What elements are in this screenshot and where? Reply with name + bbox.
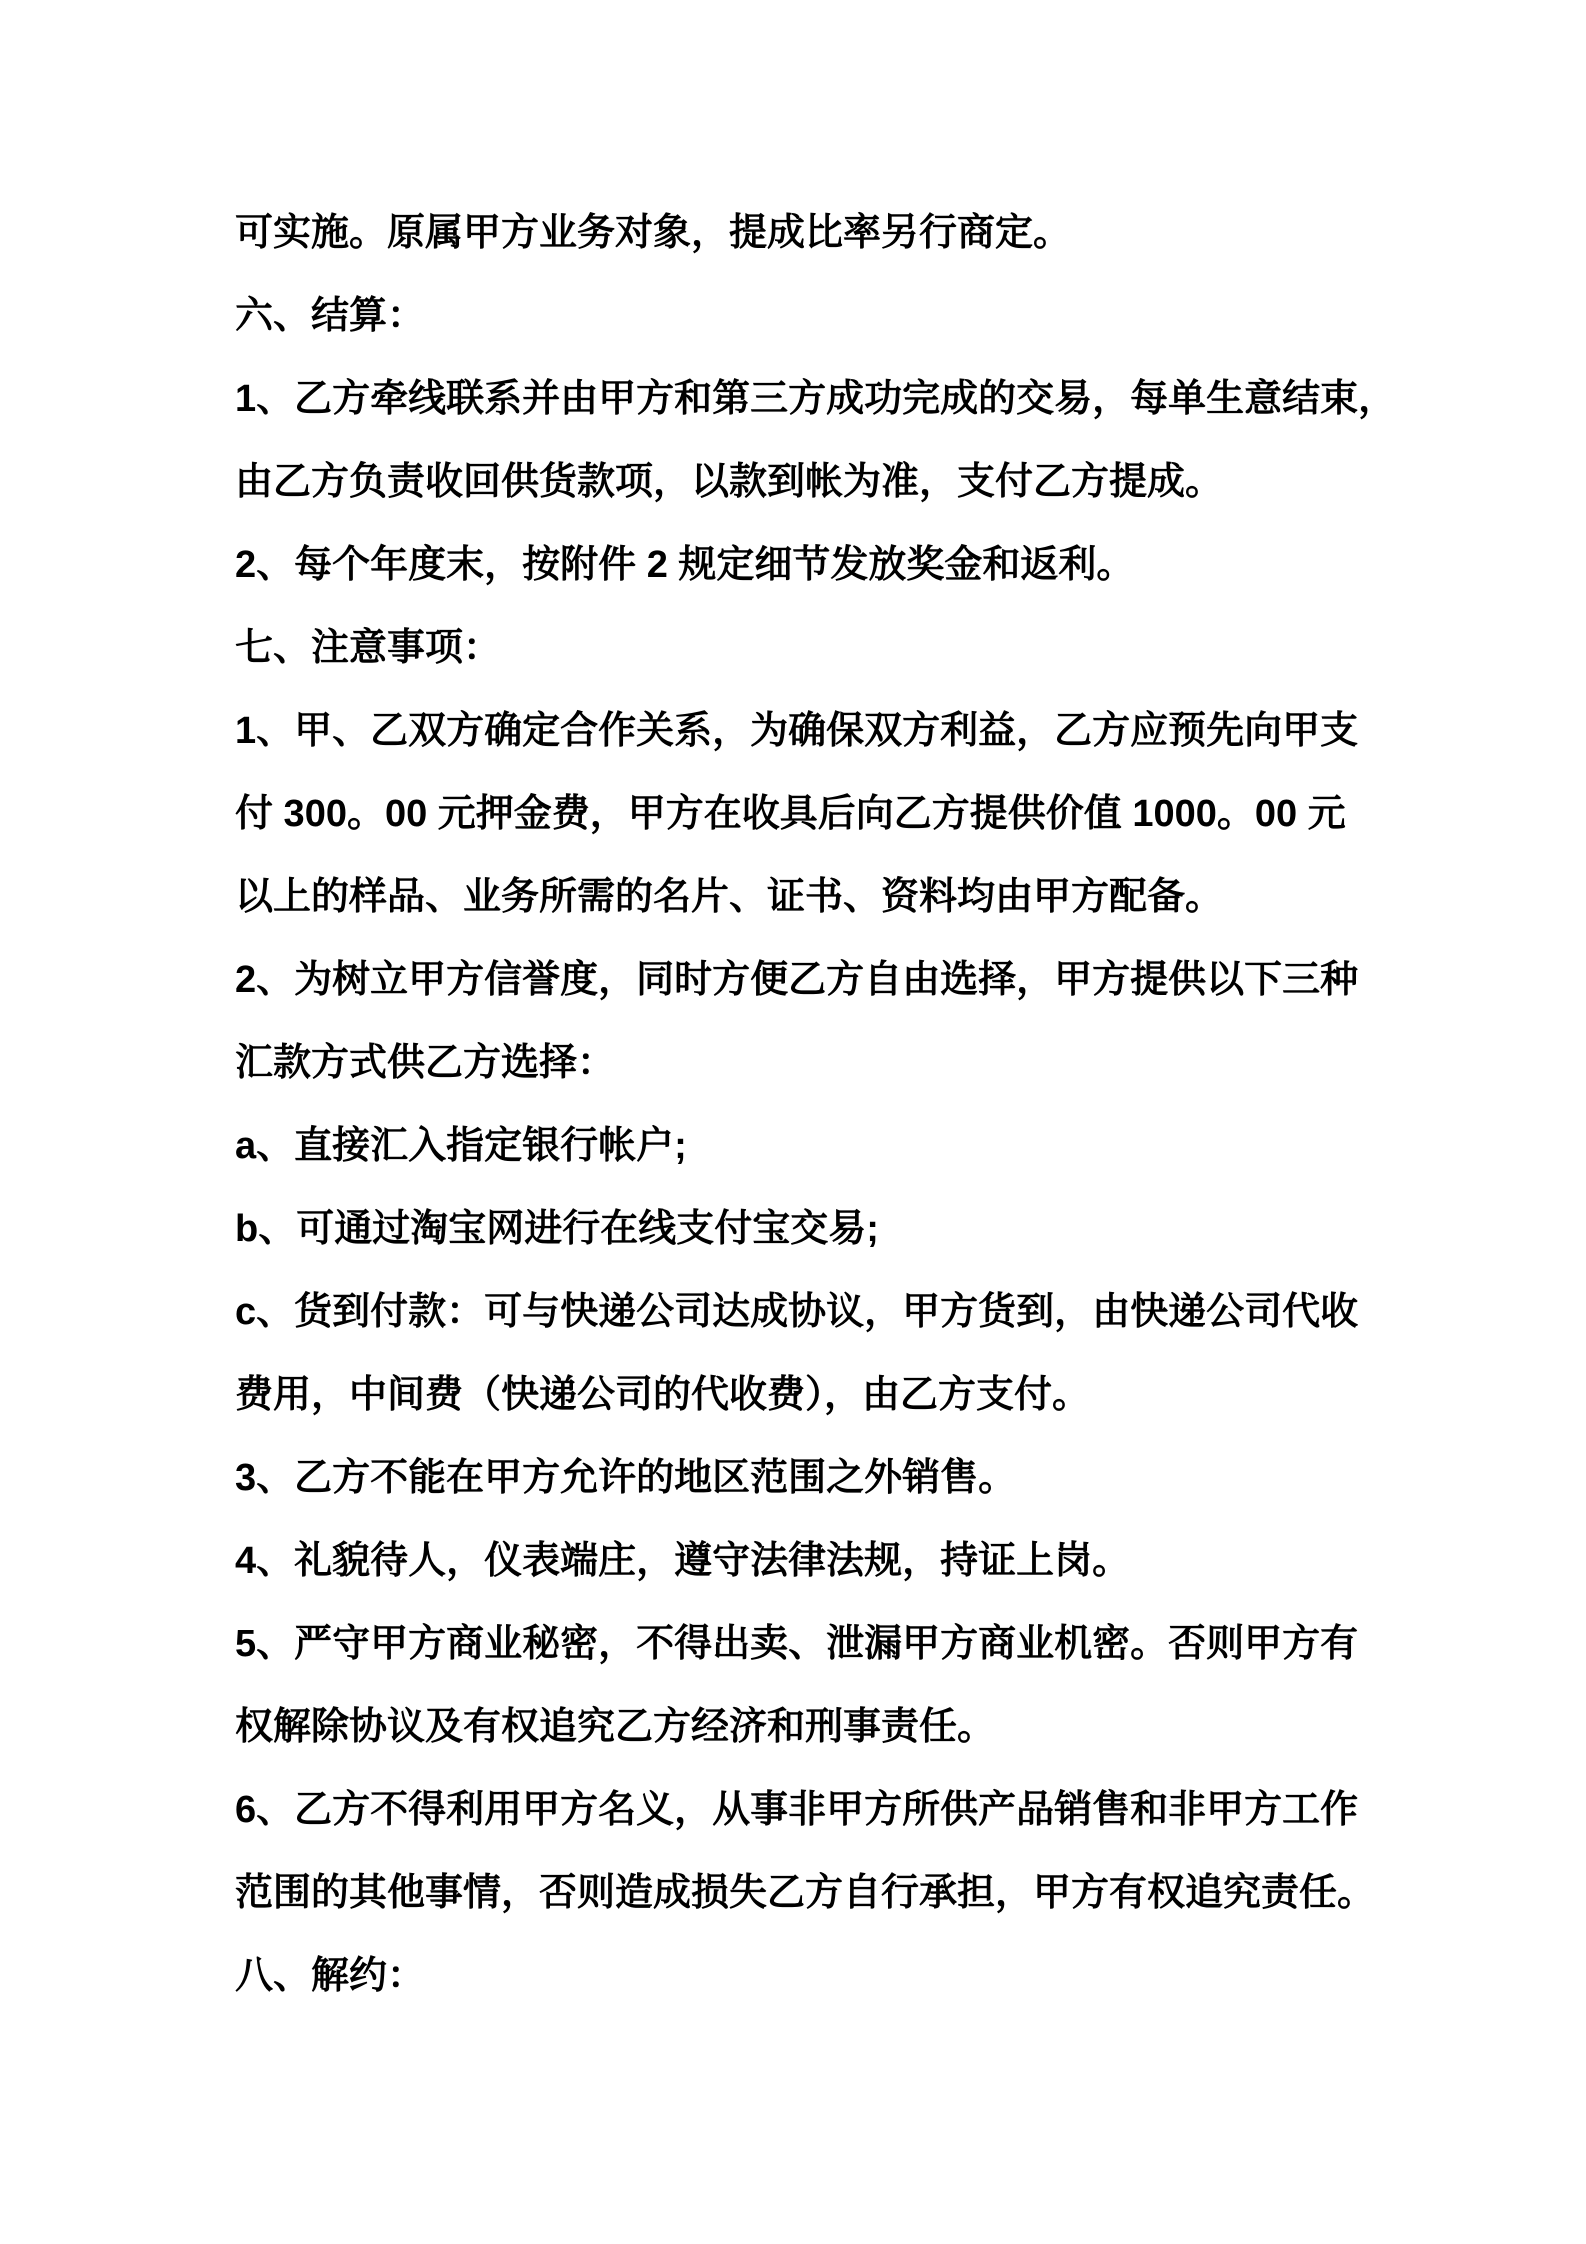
- document-line: 汇款方式供乙方选择：: [235, 1042, 616, 1084]
- document-line: 权解除协议及有权追究乙方经济和刑事责任。: [235, 1706, 996, 1748]
- list-item-a: a、直接汇入指定银行帐户;: [235, 1125, 687, 1167]
- section-heading: 七、注意事项：: [235, 627, 502, 669]
- document-line: 4、礼貌待人，仪表端庄，遵守法律法规，持证上岗。: [235, 1540, 1131, 1582]
- document-line: 2、每个年度末，按附件 2 规定细节发放奖金和返利。: [235, 544, 1135, 586]
- list-item-c: c、货到付款：可与快递公司达成协议，甲方货到，由快递公司代收: [235, 1291, 1359, 1333]
- section-heading: 八、解约：: [235, 1955, 426, 1997]
- document-line: 3、乙方不能在甲方允许的地区范围之外销售。: [235, 1457, 1017, 1499]
- document-line: 1、乙方牵线联系并由甲方和第三方成功完成的交易，每单生意结束，: [235, 378, 1397, 420]
- document-line: 5、严守甲方商业秘密，不得出卖、泄漏甲方商业机密。否则甲方有: [235, 1623, 1359, 1665]
- list-item-b: b、可通过淘宝网进行在线支付宝交易;: [235, 1208, 879, 1250]
- document-line: 付 300。00 元押金费，甲方在收具后向乙方提供价值 1000。00 元: [235, 793, 1346, 835]
- section-heading: 六、结算：: [235, 295, 426, 337]
- document-line: 以上的样品、业务所需的名片、证书、资料均由甲方配备。: [235, 876, 1224, 918]
- document-line: 由乙方负责收回供货款项，以款到帐为准，支付乙方提成。: [235, 461, 1224, 503]
- document-line: 费用，中间费（快递公司的代收费），由乙方支付。: [235, 1374, 1091, 1416]
- document-line: 6、乙方不得利用甲方名义，从事非甲方所供产品销售和非甲方工作: [235, 1789, 1359, 1831]
- document-line: 1、甲、乙双方确定合作关系，为确保双方利益，乙方应预先向甲支: [235, 710, 1359, 752]
- document-line: 2、为树立甲方信誉度，同时方便乙方自由选择，甲方提供以下三种: [235, 959, 1359, 1001]
- document-line: 范围的其他事情，否则造成损失乙方自行承担，甲方有权追究责任。: [235, 1872, 1376, 1914]
- document-line: 可实施。原属甲方业务对象，提成比率另行商定。: [235, 212, 1072, 254]
